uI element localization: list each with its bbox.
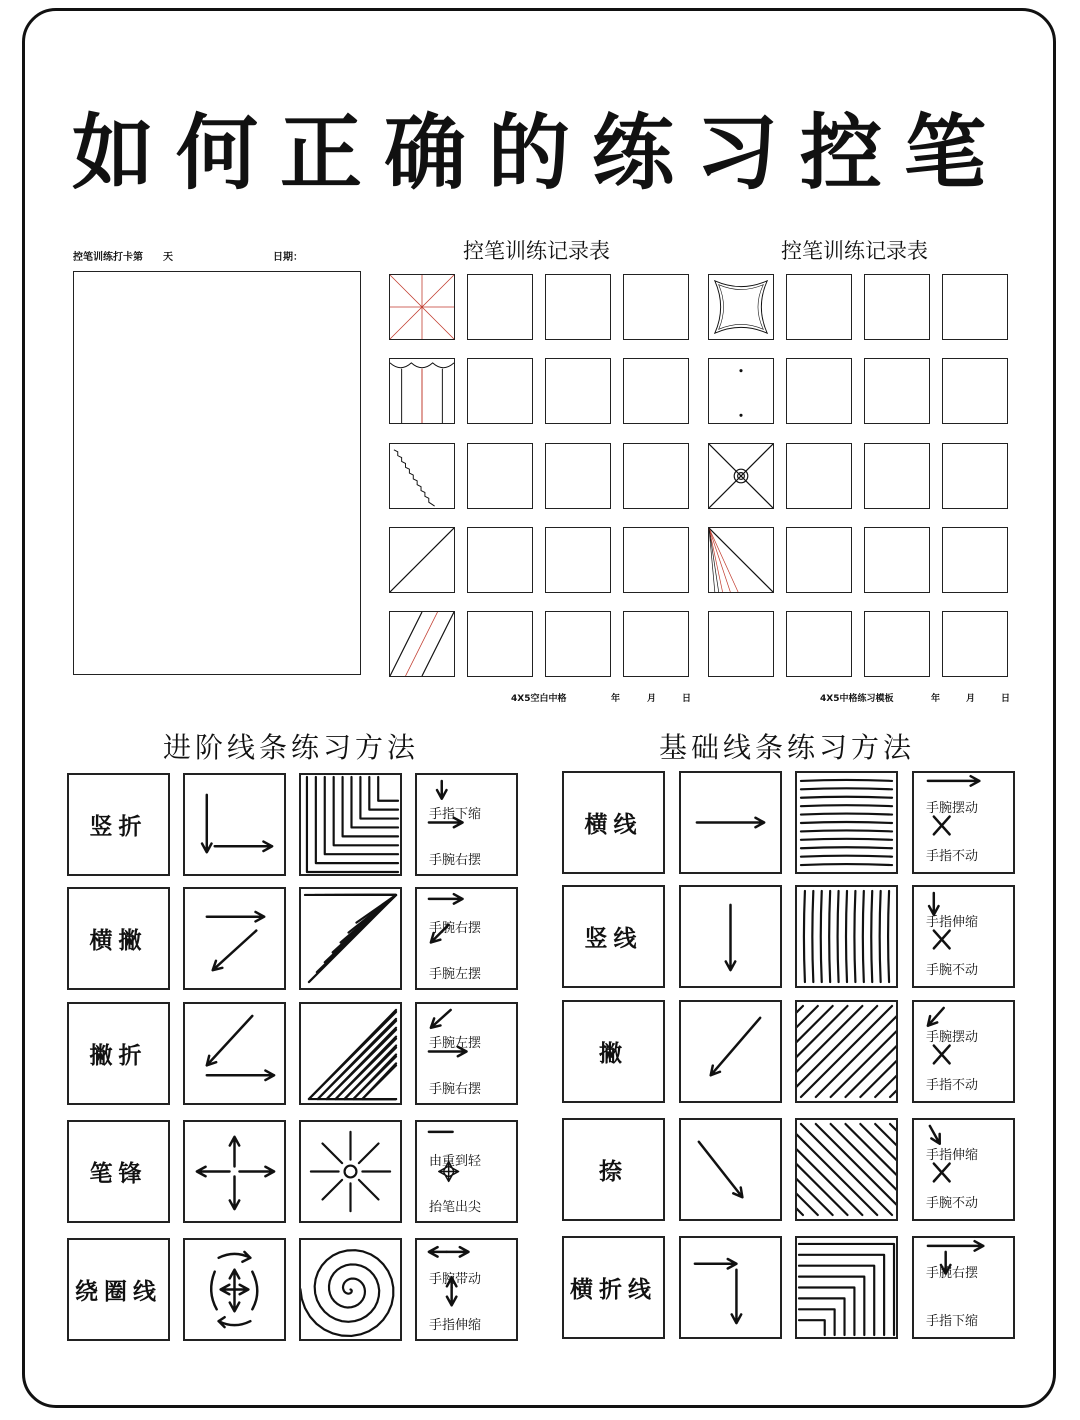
technique-hint-secondary: 手腕右摆: [429, 853, 482, 868]
record-left-template-cell: [389, 611, 455, 677]
technique-hint-secondary: 手腕不动: [926, 1196, 979, 1211]
line-pattern-example: [299, 1002, 402, 1105]
record-left-blank-cell: [623, 527, 689, 593]
technique-hint-secondary: 手腕左摆: [429, 967, 482, 982]
line-pattern-example: [299, 773, 402, 876]
record-left-template-cell: [389, 274, 455, 340]
line-pattern-example: [795, 1118, 898, 1221]
checkin-drawing-area: [73, 271, 361, 675]
record-right-template-cell: [708, 611, 774, 677]
stroke-name: 撇折: [89, 1043, 148, 1069]
stroke-direction-arrow-icon: [183, 1120, 286, 1223]
stroke-name: 横撇: [89, 928, 148, 954]
record-left-template-cell: [389, 358, 455, 424]
line-pattern-example: [795, 1000, 898, 1103]
advanced-stroke-name-card: [67, 1238, 170, 1341]
technique-hint-secondary: 手指伸缩: [429, 1318, 482, 1333]
line-pattern-example: [795, 885, 898, 988]
stroke-direction-arrow-icon: [679, 1236, 782, 1339]
record-right-blank-cell: [942, 527, 1008, 593]
advanced-section-title: 进阶线条练习方法: [163, 731, 420, 764]
record-right-blank-cell: [786, 611, 852, 677]
technique-hint-secondary: 手腕不动: [926, 963, 979, 978]
basic-stroke-name-card: [562, 771, 665, 874]
technique-hint-secondary: 手指不动: [926, 849, 979, 864]
technique-hint-secondary: 抬笔出尖: [429, 1200, 482, 1215]
technique-hint-card: [912, 885, 1015, 988]
record-left-blank-cell: [467, 527, 533, 593]
record-left-day: 日: [682, 694, 692, 704]
record-right-year: 年: [931, 694, 941, 704]
record-left-title: 控笔训练记录表: [463, 239, 610, 263]
record-left-month: 月: [647, 694, 657, 704]
technique-hint-secondary: 手腕右摆: [429, 1082, 482, 1097]
record-left-blank-cell: [545, 527, 611, 593]
stroke-direction-arrow-icon: [183, 1238, 286, 1341]
record-right-blank-cell: [864, 358, 930, 424]
stroke-direction-arrow-icon: [679, 1118, 782, 1221]
basic-stroke-name-card: [562, 885, 665, 988]
record-right-blank-cell: [864, 274, 930, 340]
stroke-direction-arrow-icon: [679, 885, 782, 988]
record-left-year: 年: [611, 694, 621, 704]
stroke-direction-arrow-icon: [183, 773, 286, 876]
technique-hint-secondary: 手指下缩: [926, 1314, 979, 1329]
record-left-blank-cell: [545, 274, 611, 340]
stroke-name: 横折线: [570, 1277, 657, 1303]
record-left-template-cell: [389, 527, 455, 593]
record-right-blank-cell: [942, 274, 1008, 340]
checkin-day-label: 控笔训练打卡第 天: [73, 252, 173, 263]
stroke-name: 笔锋: [89, 1161, 148, 1187]
record-left-template-cell: [389, 443, 455, 509]
record-left-blank-cell: [623, 274, 689, 340]
record-right-title: 控笔训练记录表: [781, 239, 928, 263]
record-right-footer: 4X5中格练习模板: [820, 694, 894, 704]
record-left-blank-cell: [545, 358, 611, 424]
technique-hint-primary: 手腕带动: [429, 1272, 482, 1287]
technique-hint-primary: 手指下缩: [429, 807, 482, 822]
record-left-blank-cell: [467, 443, 533, 509]
technique-hint-primary: 手腕摆动: [926, 1030, 979, 1045]
record-right-blank-cell: [942, 358, 1008, 424]
record-right-blank-cell: [864, 611, 930, 677]
basic-stroke-name-card: [562, 1000, 665, 1103]
technique-hint-card: [912, 1118, 1015, 1221]
line-pattern-example: [299, 1238, 402, 1341]
record-left-blank-cell: [467, 358, 533, 424]
advanced-stroke-name-card: [67, 1002, 170, 1105]
record-right-template-cell: [708, 358, 774, 424]
record-right-blank-cell: [786, 274, 852, 340]
line-pattern-example: [795, 1236, 898, 1339]
record-right-blank-cell: [786, 527, 852, 593]
technique-hint-primary: 手指伸缩: [926, 1148, 979, 1163]
technique-hint-card: [912, 771, 1015, 874]
stroke-name: 横线: [584, 812, 643, 838]
advanced-stroke-name-card: [67, 1120, 170, 1223]
record-right-day: 日: [1001, 694, 1011, 704]
stroke-direction-arrow-icon: [183, 887, 286, 990]
page-title: 如何正确的练习控笔: [71, 106, 1008, 201]
stroke-name: 竖线: [584, 926, 643, 952]
record-right-blank-cell: [786, 443, 852, 509]
technique-hint-primary: 手腕摆动: [926, 801, 979, 816]
basic-stroke-name-card: [562, 1236, 665, 1339]
advanced-stroke-name-card: [67, 773, 170, 876]
advanced-stroke-name-card: [67, 887, 170, 990]
page-frame: [22, 8, 1056, 1408]
record-left-footer: 4X5空白中格: [511, 694, 567, 704]
record-left-blank-cell: [545, 611, 611, 677]
record-left-blank-cell: [545, 443, 611, 509]
record-right-template-cell: [708, 443, 774, 509]
stroke-name: 绕圈线: [75, 1279, 162, 1305]
record-left-blank-cell: [467, 611, 533, 677]
technique-hint-primary: 由重到轻: [429, 1154, 482, 1169]
technique-hint-card: [415, 887, 518, 990]
basic-stroke-name-card: [562, 1118, 665, 1221]
technique-hint-primary: 手腕右摆: [926, 1266, 979, 1281]
technique-hint-card: [415, 1120, 518, 1223]
record-left-blank-cell: [623, 358, 689, 424]
basic-section-title: 基础线条练习方法: [659, 731, 916, 764]
record-left-blank-cell: [623, 443, 689, 509]
record-left-blank-cell: [467, 274, 533, 340]
stroke-name: 捺: [599, 1159, 628, 1185]
technique-hint-card: [415, 773, 518, 876]
technique-hint-secondary: 手指不动: [926, 1078, 979, 1093]
stroke-name: 竖折: [89, 814, 148, 840]
technique-hint-primary: 手指伸缩: [926, 915, 979, 930]
stroke-direction-arrow-icon: [679, 771, 782, 874]
record-right-template-cell: [708, 274, 774, 340]
line-pattern-example: [795, 771, 898, 874]
technique-hint-card: [912, 1236, 1015, 1339]
record-right-template-cell: [708, 527, 774, 593]
record-right-blank-cell: [786, 358, 852, 424]
record-right-blank-cell: [942, 611, 1008, 677]
line-pattern-example: [299, 887, 402, 990]
line-pattern-example: [299, 1120, 402, 1223]
technique-hint-card: [912, 1000, 1015, 1103]
stroke-direction-arrow-icon: [679, 1000, 782, 1103]
record-right-blank-cell: [864, 527, 930, 593]
record-left-blank-cell: [623, 611, 689, 677]
record-right-month: 月: [966, 694, 976, 704]
checkin-date-label: 日期：: [273, 252, 303, 263]
record-right-blank-cell: [864, 443, 930, 509]
stroke-direction-arrow-icon: [183, 1002, 286, 1105]
technique-hint-card: [415, 1002, 518, 1105]
technique-hint-primary: 手腕右摆: [429, 921, 482, 936]
stroke-name: 撇: [599, 1041, 628, 1067]
technique-hint-card: [415, 1238, 518, 1341]
record-right-blank-cell: [942, 443, 1008, 509]
technique-hint-primary: 手腕左摆: [429, 1036, 482, 1051]
